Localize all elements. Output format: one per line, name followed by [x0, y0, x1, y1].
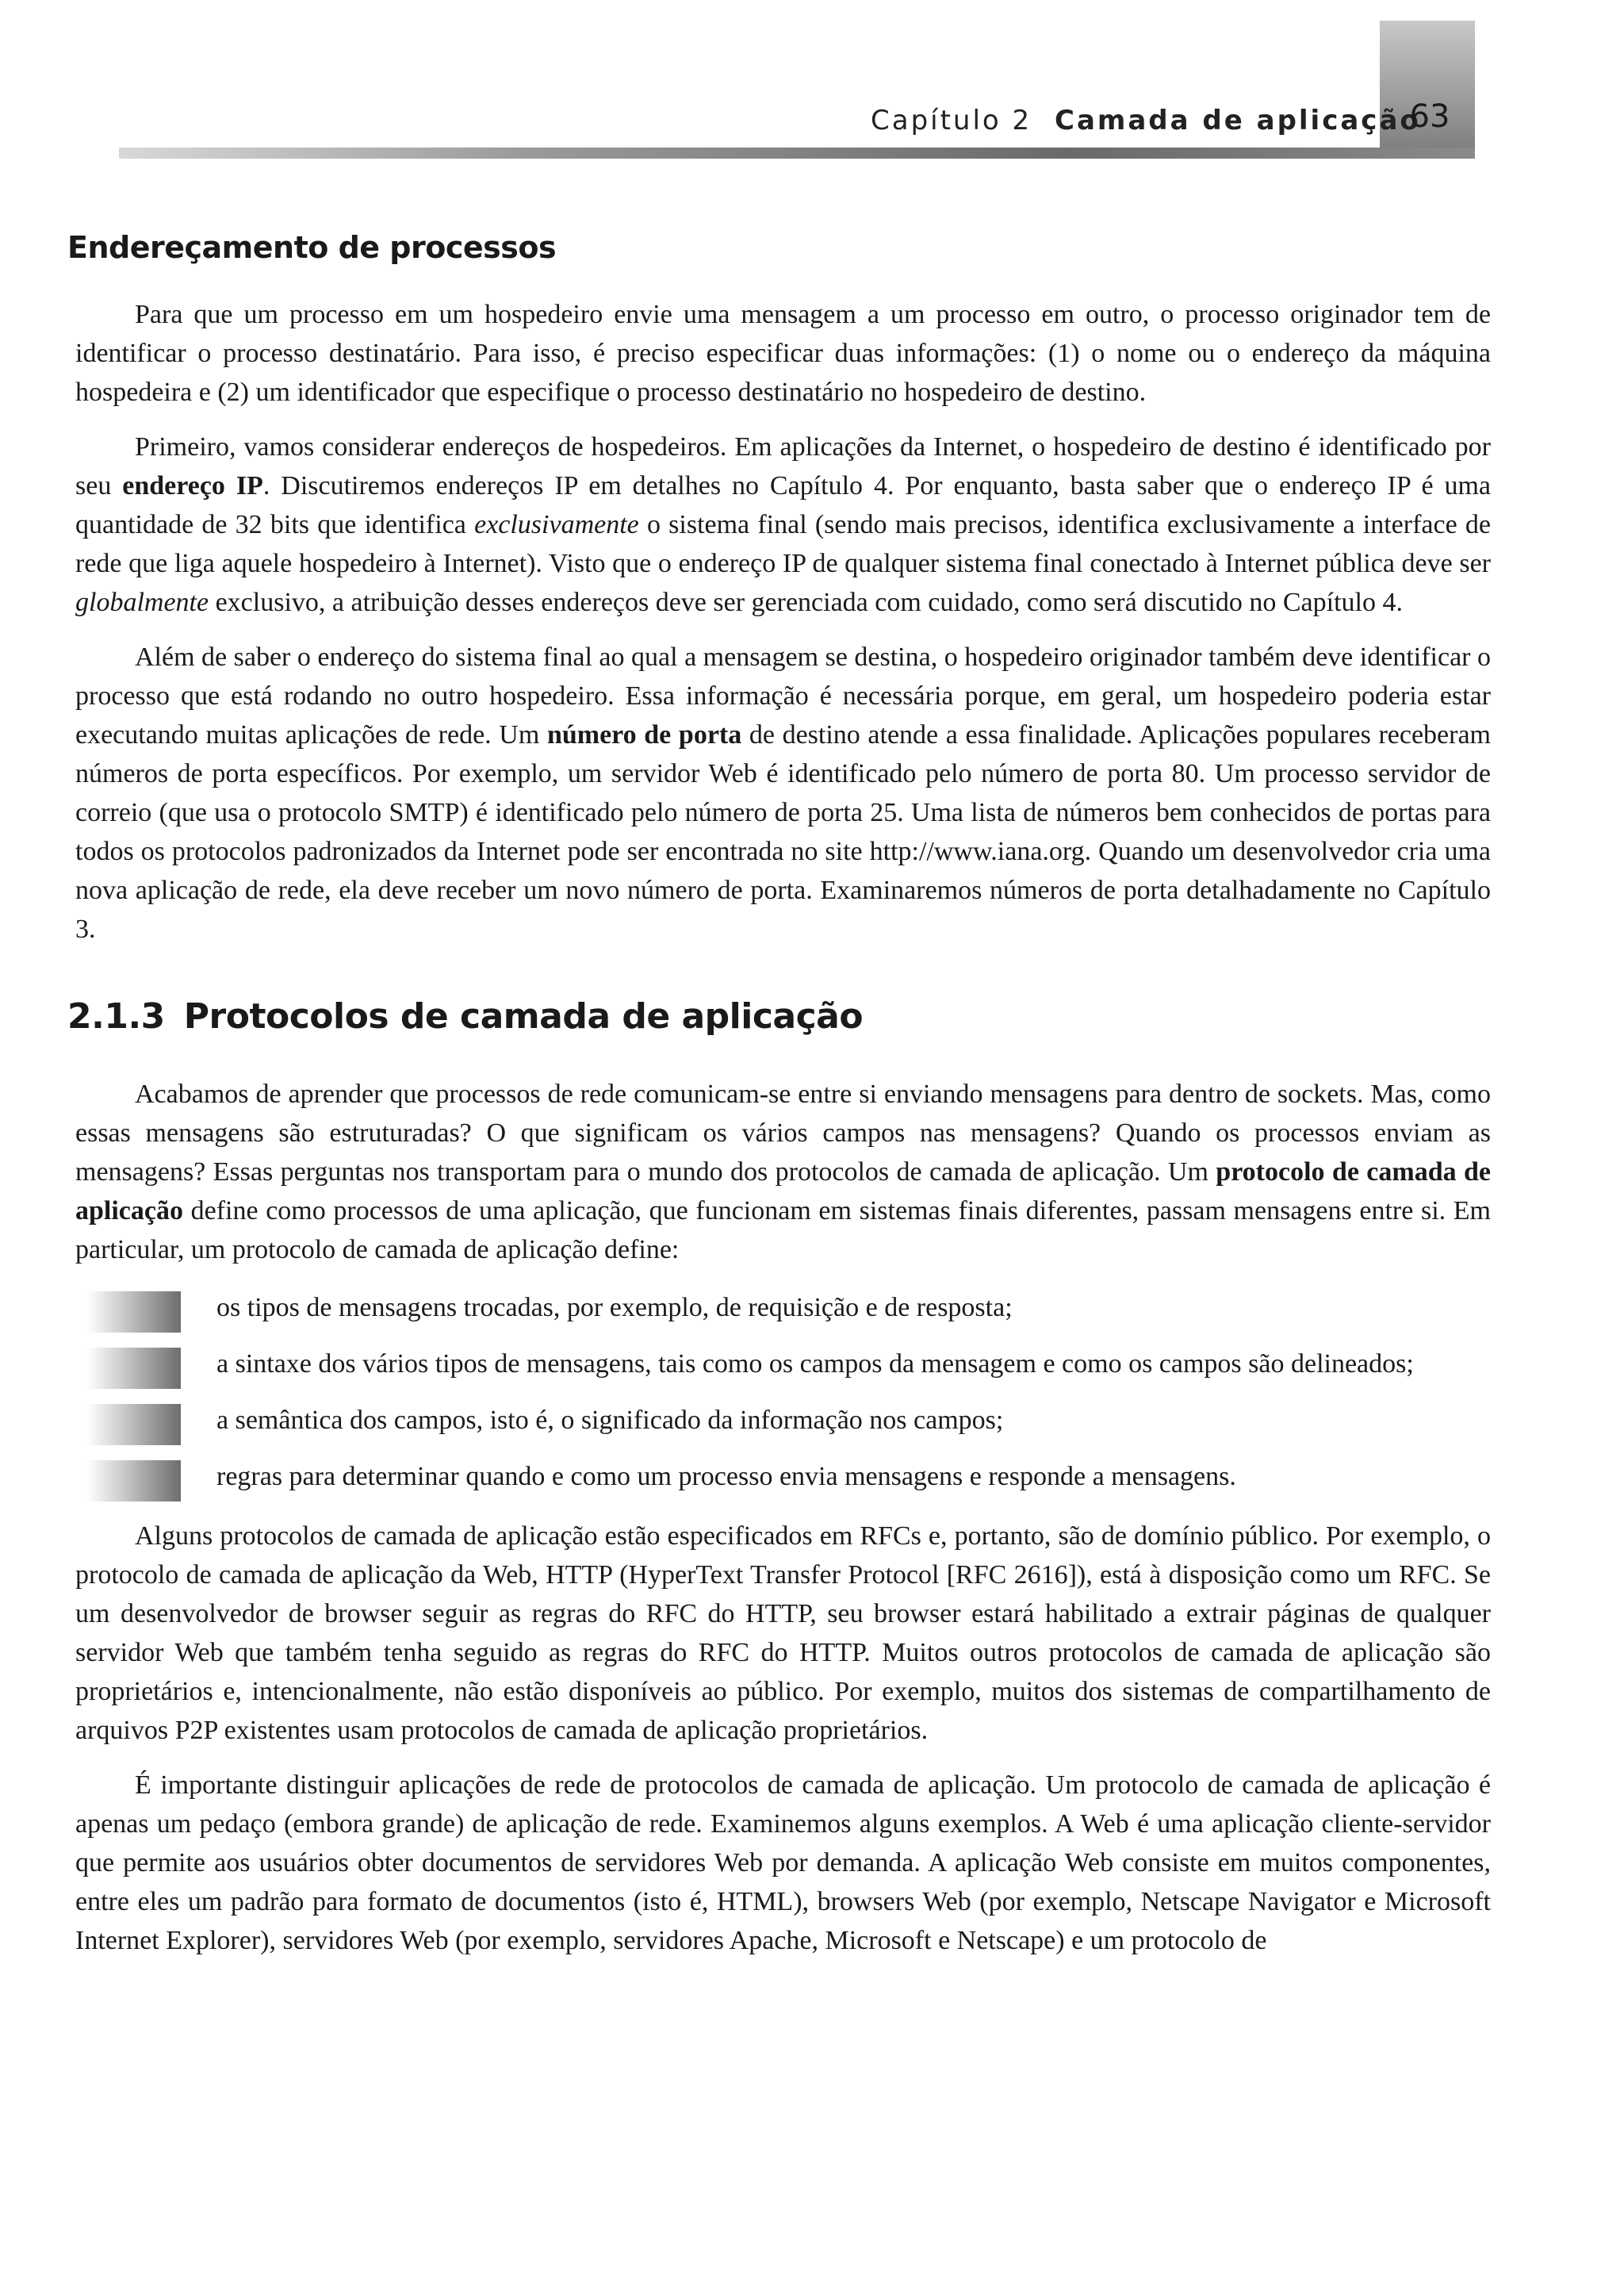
text-run: . Discutiremos endereços IP em detalhes no Capítulo 4. Por enquanto, basta saber que o endereço IP é uma quantidade de 32 bits que identifica — [75, 471, 1491, 539]
text-run: Além de saber o endereço do sistema final ao qual a mensagem se destina, o hospedeiro originador também deve identificar o processo que está rodando no outro hospedeiro. Essa informação é necessária porque, em geral, um hospedeiro poderia estar executando muitas aplicações de rede. Um — [75, 642, 1491, 750]
section-number: 2.1.3 — [67, 996, 165, 1037]
page-number-tab — [1380, 21, 1475, 159]
page-header — [0, 0, 1624, 167]
text-run: Acabamos de aprender que processos de rede comunicam-se entre si enviando mensagens para dentro de sockets. Mas, como essas mensagens são estruturadas? O que significam os vários campos nas mensagens? Quando os processos enviam as mensagens? Essas perguntas nos transportam para o mundo dos protocolos de camada de aplicação. Um — [75, 1080, 1491, 1187]
paragraph-group-2 — [75, 1075, 1491, 1269]
italic-term: exclusivamente — [474, 510, 639, 539]
paragraph — [75, 1075, 1491, 1269]
text-run: exclusivo, a atribuição desses endereços deve ser gerenciada com cuidado, como será discutido no Capítulo 4. — [209, 588, 1403, 617]
bullet-square-icon — [87, 1348, 181, 1389]
chapter-label: Capítulo 2 — [871, 105, 1032, 136]
bullet-text: os tipos de mensagens trocadas, por exemplo, de requisição e de resposta; — [216, 1293, 1013, 1322]
bullet-square-icon — [87, 1460, 181, 1502]
paragraph — [75, 428, 1491, 622]
bullet-text: a sintaxe dos vários tipos de mensagens, tais como os campos da mensagem e como os campos são delineados; — [216, 1349, 1414, 1379]
bullet-item — [75, 1401, 1491, 1440]
paragraph — [75, 295, 1491, 412]
bullet-square-icon — [87, 1291, 181, 1333]
paragraph — [75, 638, 1491, 949]
section-label: Camada de aplicação — [1055, 105, 1421, 136]
italic-term: globalmente — [75, 588, 209, 617]
text-run: o sistema final (sendo mais precisos, identifica exclusivamente a interface de rede que liga aquele hospedeiro à Internet). Visto que o endereço IP de qualquer sistema final conectado à Internet pública deve ser — [75, 510, 1491, 578]
bullet-list — [75, 1288, 1491, 1496]
text-run: Para que um processo em um hospedeiro envie uma mensagem a um processo em outro, o processo originador tem de identificar o processo destinatário. Para isso, é preciso especificar duas informações: (1) o nome ou o endereço da máquina hospedeira e (2) um identificador que especifique o processo destinatário no hospedeiro de destino. — [75, 300, 1491, 407]
paragraph-group-1 — [75, 295, 1491, 949]
bullet-text: regras para determinar quando e como um processo envia mensagens e responde a mensagens. — [216, 1462, 1236, 1491]
subsection-title: Endereçamento de processos — [67, 230, 557, 265]
bold-term: protocolo de camada de aplicação — [75, 1157, 1491, 1225]
text-run: Primeiro, vamos considerar endereços de hospedeiros. Em aplicações da Internet, o hospedeiro de destino é identificado por seu — [75, 432, 1491, 501]
paragraph-group-3 — [75, 1517, 1491, 1960]
bullet-item — [75, 1457, 1491, 1496]
text-run: define como processos de uma aplicação, que funcionam em sistemas finais diferentes, passam mensagens entre si. Em particular, um protocolo de camada de aplicação define: — [75, 1196, 1491, 1264]
paragraph — [75, 1766, 1491, 1960]
page-body — [67, 230, 1491, 1976]
text-run: de destino atende a essa finalidade. Aplicações populares receberam números de porta específicos. Por exemplo, um servidor Web é identificado pelo número de porta 80. Um processo servidor de correio (que usa o protocolo SMTP) é identificado pelo número de porta 25. Uma lista de números bem conhecidos de portas para todos os protocolos padronizados da Internet pode ser encontrada no site http://www.iana.org. Quando um desenvolvedor cria uma nova aplicação de rede, ela deve receber um novo número de porta. Examinaremos números de porta detalhadamente no Capítulo 3. — [75, 720, 1491, 944]
bold-term: endereço IP — [122, 471, 263, 501]
text-run: Alguns protocolos de camada de aplicação estão especificados em RFCs e, portanto, são de domínio público. Por exemplo, o protocolo de camada de aplicação da Web, HTTP (HyperText Transfer Protocol [RFC 2616]), está à disposição como um RFC. Se um desenvolvedor de browser seguir as regras do RFC do HTTP, seu browser estará habilitado a extrair páginas de qualquer servidor Web que também tenha seguido as regras do RFC do HTTP. Muitos outros protocolos de camada de aplicação são proprietários e, intencionalmente, não estão disponíveis ao público. Por exemplo, muitos dos sistemas de compartilhamento de arquivos P2P existentes usam protocolos de camada de aplicação proprietários. — [75, 1521, 1491, 1745]
bullet-text: a semântica dos campos, isto é, o significado da informação nos campos; — [216, 1406, 1004, 1435]
paragraph — [75, 1517, 1491, 1750]
text-run: É importante distinguir aplicações de rede de protocolos de camada de aplicação. Um protocolo de camada de aplicação é apenas um pedaço (embora grande) de aplicação de rede. Examinemos alguns exemplos. A Web é uma aplicação cliente-servidor que permite aos usuários obter documentos de servidores Web por demanda. A aplicação Web consiste em muitos componentes, entre eles um padrão para formato de documentos (isto é, HTML), browsers Web (por exemplo, Netscape Navigator e Microsoft Internet Explorer), servidores Web (por exemplo, servidores Apache, Microsoft e Netscape) e um protocolo de — [75, 1770, 1491, 1955]
section-title: Protocolos de camada de aplicação — [183, 996, 864, 1037]
bold-term: número de porta — [546, 720, 742, 750]
bullet-item — [75, 1288, 1491, 1327]
section-heading — [67, 996, 1491, 1037]
bullet-item — [75, 1344, 1491, 1383]
header-rule — [119, 148, 1475, 159]
page-number: 63 — [1409, 98, 1450, 135]
bullet-square-icon — [87, 1404, 181, 1445]
